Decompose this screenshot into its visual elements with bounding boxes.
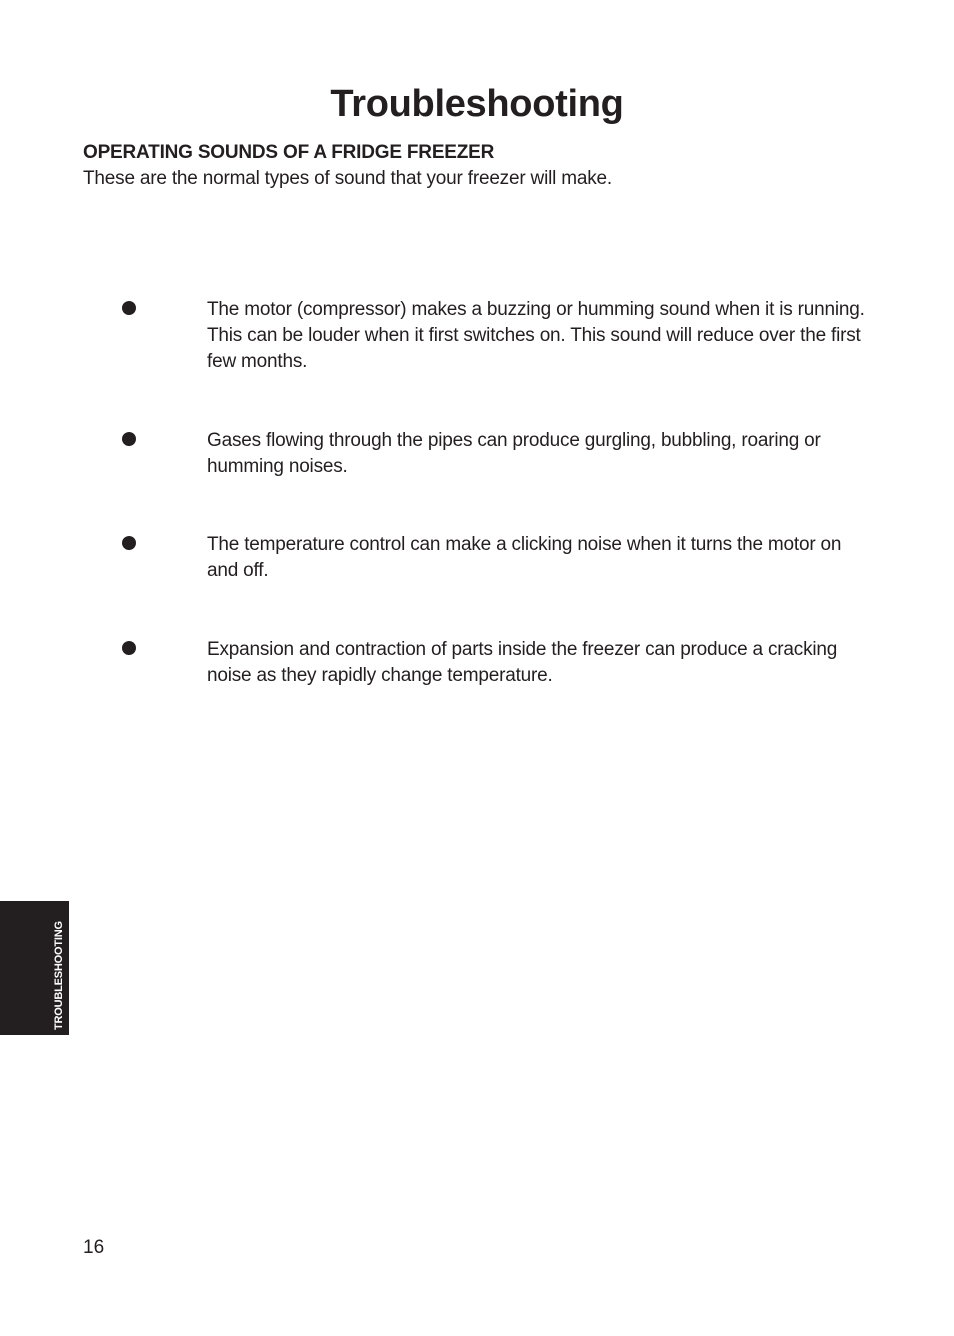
page-title: Troubleshooting <box>330 83 624 126</box>
list-item-text: Expansion and contraction of parts inside the freezer can produce a cracking noise as they rapidly change temperature. <box>207 639 838 686</box>
section-intro: These are the normal types of sound that your freezer will make. <box>83 168 612 189</box>
list-item-text: The motor (compressor) makes a buzzing or humming sound when it is running. This can be louder when it first switches on. This sound will reduce over the first few months. <box>207 299 865 372</box>
list-item-text: Gases flowing through the pipes can produce gurgling, bubbling, roaring or humming noises. <box>207 430 821 477</box>
side-tab-label: TROUBLESHOOTING <box>53 921 65 1030</box>
bullet-icon <box>122 641 136 655</box>
section-heading: OPERATING SOUNDS OF A FRIDGE FREEZER <box>83 142 495 163</box>
list-item-text: The temperature control can make a clicking noise when it turns the motor on and off. <box>207 534 842 581</box>
bullet-icon <box>122 301 136 315</box>
page-number: 16 <box>83 1237 105 1258</box>
bullet-icon <box>122 536 136 550</box>
bullet-icon <box>122 432 136 446</box>
